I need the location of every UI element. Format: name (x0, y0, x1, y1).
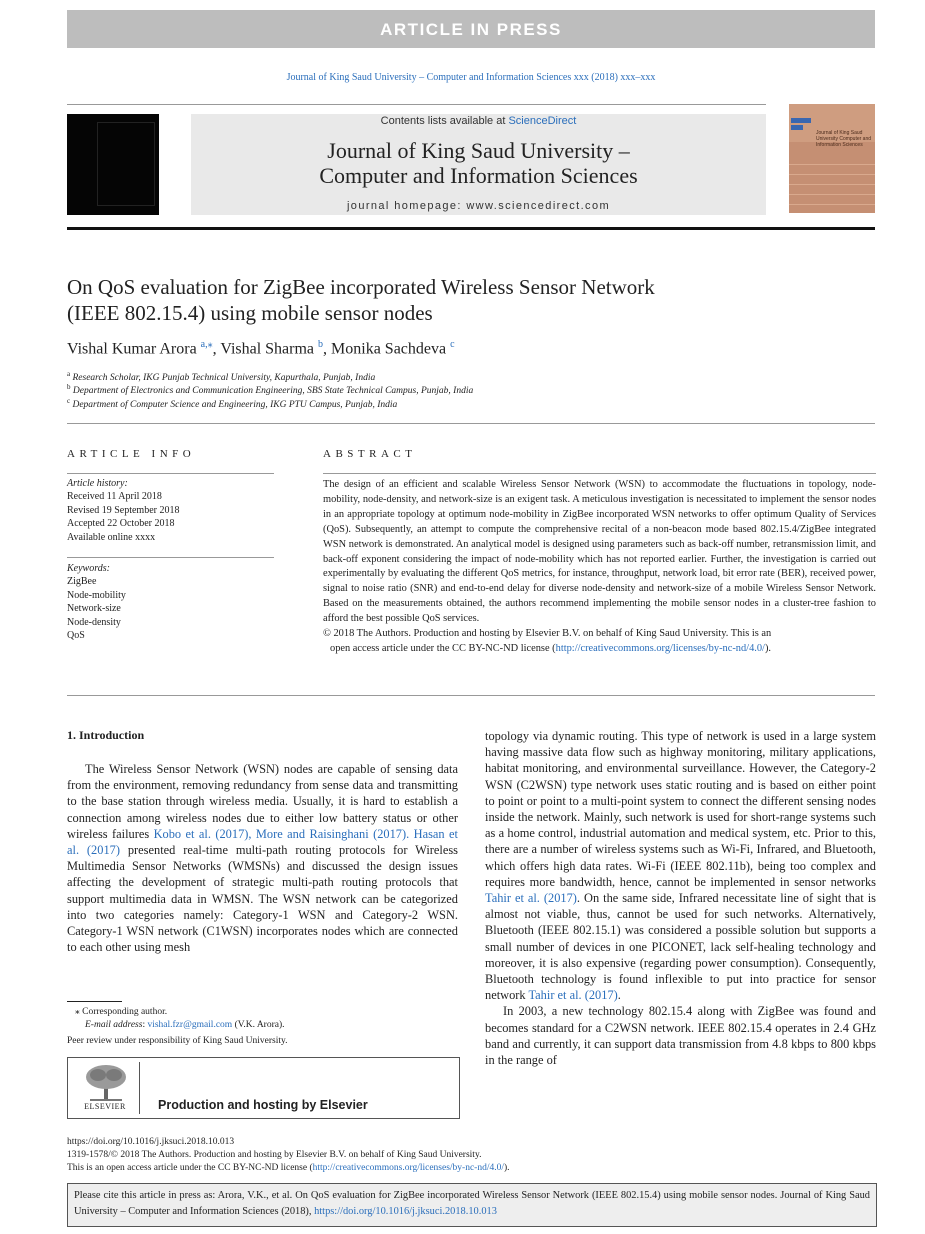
abstract-divider (323, 473, 876, 474)
header-divider (67, 104, 766, 105)
paragraph: In 2003, a new technology 802.15.4 along with ZigBee was found and becomes standard for a C2WSN network. IEEE 802.15.4 operates in 2.4 GHz band and currently, it can support data transmission from 4.8 kbps to 800 kbps in the range of (485, 1004, 876, 1068)
journal-reference-link[interactable]: Journal of King Saud University – Computer and Information Sciences xxx (2018) xxx–xxx (286, 72, 656, 83)
license-link[interactable]: http://creativecommons.org/licenses/by-nc-nd/4.0/ (312, 1163, 504, 1173)
history-item: Received 11 April 2018 (67, 491, 162, 503)
citation-link[interactable]: Hasan et al. (2017) (67, 826, 458, 858)
contents-line: Contents lists available at ScienceDirect (380, 115, 577, 127)
intro-column-left (67, 761, 458, 955)
citation-link[interactable]: Kobo et al. (2017), More and Raisinghani (2017). (153, 826, 410, 841)
elsevier-production-box (67, 1057, 460, 1119)
masthead-rule (67, 227, 875, 230)
elsevier-wordmark: ELSEVIER (84, 1102, 126, 1111)
history-item: Available online xxxx (67, 531, 156, 543)
journal-cover-image (789, 104, 875, 213)
affiliation: $^c$ Department of Computer Science and Engineering, IKG PTU Campus, Punjab, India (67, 397, 398, 411)
author-affiliation-mark[interactable]: c (450, 339, 455, 350)
citation-box: Please cite this article in press as: Arora, V.K., et al. On QoS evaluation for ZigBee incorporated Wireless Sensor Network (IEEE 802.15.4) using mobile sensor nodes. Journal of King Saud University – Computer and Information Sciences (2018), https://doi.org/10.1016/j.jksuci.2018.10.013 (67, 1183, 877, 1227)
keyword: Network-size (67, 603, 121, 615)
section-heading-introduction: 1. Introduction (67, 728, 145, 742)
history-item: Accepted 22 October 2018 (67, 518, 175, 530)
abstract-heading: ABSTRACT (323, 448, 417, 460)
sciencedirect-link[interactable]: ScienceDirect (508, 115, 577, 127)
history-label: Article history: (67, 478, 128, 489)
keywords-divider (67, 557, 274, 558)
production-text: Production and hosting by Elsevier (158, 1098, 368, 1112)
doi-link[interactable]: https://doi.org/10.1016/j.jksuci.2018.10.013 (67, 1137, 235, 1147)
email-note: E-mail address: vishal.fzr@gmail.com (V.K. Arora). (85, 1020, 285, 1030)
keyword: Node-mobility (67, 589, 126, 601)
author-list: Vishal Kumar Arora $^{a,⁎}$, Vishal Sharma $^b$, Monika Sachdeva $^c$ (67, 339, 455, 358)
intro-column-right (485, 728, 876, 1068)
affiliations-divider (67, 423, 875, 424)
keyword: QoS (67, 630, 85, 642)
journal-title: Journal of King Saud University – Computer and Information Sciences (319, 138, 638, 188)
elsevier-logo (67, 114, 159, 215)
history-item: Revised 19 September 2018 (67, 504, 180, 516)
journal-masthead (191, 114, 766, 215)
article-title: On QoS evaluation for ZigBee incorporated Wireless Sensor Network (IEEE 802.15.4) using mobile sensor nodes (67, 275, 655, 325)
keywords-list (67, 562, 277, 642)
paragraph: topology via dynamic routing. This type of network is used in a large system having massive data flow such as highway monitoring, military applications, habitat monitoring, and environmental surveillance. However, the Category-2 WSN (C2WSN) type network uses static routing and is based on either point to point or point to a multi-point system to connect the different sensing nodes inside the network. Mainly, such network is used for short-range systems such as a home control, industrial automation and medical system, etc. Prior to this, there are a number of wireless systems such as Wi-Fi, Infrared, and Bluetooth, which offers high data rates. Wi-Fi (IEEE 802.11b), being too complex and requires more bandwidth, hence, cannot be implemented in sensor networks Tahir et al. (2017). On the same side, Infrared necessitate line of sight that is almost not viable, thus, cannot be used for such networks. Alternatively, Bluetooth (IEEE 802.15.1) was considered a possible solution but supports a small number of devices in one PICONET, lack self-healing technology and moreover, it is also expensive (regarding power consumption). Consequently, Bluetooth technology is found inflexible to put into practice for sensor network Tahir et al. (2017). (485, 729, 876, 1003)
footnote-rule (67, 1001, 122, 1002)
article-history (67, 477, 277, 544)
article-info-divider (67, 473, 274, 474)
keywords-label: Keywords: (67, 563, 110, 574)
citation-link[interactable]: Tahir et al. (2017) (485, 891, 577, 906)
author-affiliation-mark[interactable]: b (318, 339, 324, 350)
abstract-body (323, 478, 876, 657)
email-link[interactable]: vishal.fzr@gmail.com (147, 1020, 233, 1030)
corresponding-author-note: ⁎ Corresponding author. (75, 1007, 168, 1017)
issn-line: 1319-1578/© 2018 The Authors. Production and hosting by Elsevier B.V. on behalf of King Saud University. (67, 1150, 482, 1160)
author-name: Monika Sachdeva (331, 340, 447, 358)
elsevier-tree-icon (82, 1063, 130, 1103)
keyword: ZigBee (67, 576, 97, 588)
affiliation: $^a$ Research Scholar, IKG Punjab Technical University, Kapurthala, Punjab, India (67, 370, 376, 384)
author-affiliation-mark[interactable]: a,⁎ (200, 339, 213, 350)
author-name: Vishal Sharma (220, 340, 315, 358)
journal-homepage[interactable]: journal homepage: www.sciencedirect.com (346, 200, 611, 212)
abstract-end-divider (67, 695, 875, 696)
peer-review-note: Peer review under responsibility of King Saud University. (67, 1036, 288, 1046)
open-access-line: This is an open access article under the CC BY-NC-ND license (http://creativecommons.org/licenses/by-nc-nd/4.0/). (67, 1163, 510, 1173)
abstract-copyright: © 2018 The Authors. Production and hosting by Elsevier B.V. on behalf of King Saud University. This is an (323, 628, 772, 640)
cover-title: Journal of King Saud University Computer and Information Sciences (816, 130, 872, 148)
article-info-heading: ARTICLE INFO (67, 448, 196, 460)
article-in-press-banner: ARTICLE IN PRESS (67, 10, 875, 48)
citation-doi-link[interactable]: https://doi.org/10.1016/j.jksuci.2018.10.013 (314, 1205, 497, 1217)
citation-link[interactable]: Tahir et al. (2017) (528, 988, 618, 1003)
abstract-text: The design of an efficient and scalable Wireless Sensor Network (WSN) to accommodate the fluctuations in topology, node-mobility, node-density, and network-size is an exigent task. A meticulous investigation is necessitated to implement the sensor nodes in an appropriate topology at optimum node-mobility in ZigBee incorporated WSN networks to offer optimum Quality of Services (QoS). Subsequently, an attempt to compute the comprehensive recital of a non-beacon mode based 802.15.4/ZigBee integrated WSN network is demonstrated. An analytical model is designed using parameters such as back-off number, retransmission limit, and back-off exponent considering the impact of node-mobility which has not reported earlier. Further, the investigation is carried out experimentally by evaluating the different QoS metrics, for instance, throughput, network load, bit error rate (BER), received power, signal to noise ratio (SNR) and end-to-end delay for diverse node-density and network-size of a mobile Wireless Sensor Network. Based on the measurements obtained, the authors recommend implementing the mobile sensor nodes in a cluster-tree fashion to afford the best possible QoS services. (323, 479, 876, 625)
license-link[interactable]: http://creativecommons.org/licenses/by-nc-nd/4.0/ (555, 642, 765, 654)
keyword: Node-density (67, 616, 121, 628)
author-name: Vishal Kumar Arora (67, 340, 197, 358)
abstract-license: open access article under the CC BY-NC-ND license (http://creativecommons.org/licenses/by-nc-nd/4.0/). (330, 642, 772, 654)
paragraph: The Wireless Sensor Network (WSN) nodes are capable of sensing data from the environment, removing redundancy from sense data and transmitting to the base station through wireless media. Usually, it is hard to establish a connection among wireless nodes due to either low battery status or other wireless failures Kobo et al. (2017), More and Raisinghani (2017). Hasan et al. (2017) presented real-time multi-path routing protocols for Wireless Multimedia Sensor Networks (WMSNs) and discussed the design issues affecting the development of strategic multi-path routing protocols that support multimedia data in WMSN. The WSN network can be categorized into two categories namely: Category-1 WSN and Category-2 WSN. Category-1 WSN network (C1WSN) incorporates nodes which are connected to each other using mesh (67, 762, 458, 955)
affiliation: $^b$ Department of Electronics and Communication Engineering, SBS State Technical Campus, Punjab, India (67, 383, 474, 397)
